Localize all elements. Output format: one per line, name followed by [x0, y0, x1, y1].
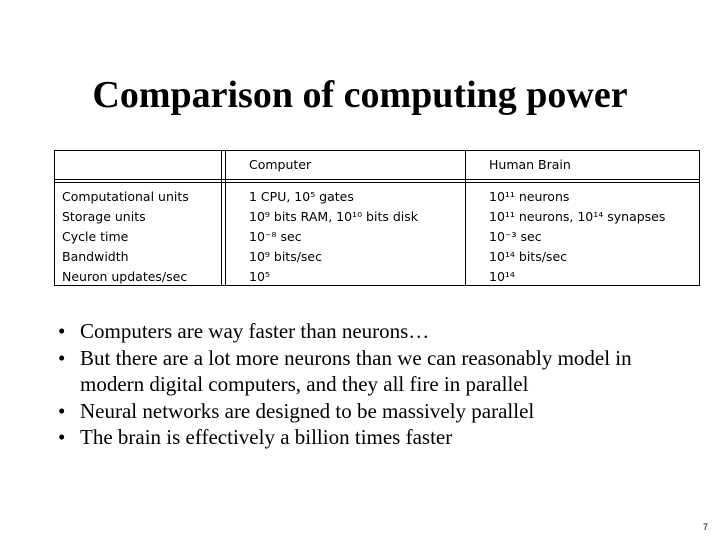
row-labels-column	[62, 187, 189, 287]
table-header-rule	[55, 179, 699, 180]
computer-column	[249, 187, 418, 287]
bullet-item: • Computers are way faster than neurons…	[58, 318, 658, 345]
table-divider	[465, 151, 466, 285]
brain-cell: 10⁻³ sec	[489, 229, 542, 244]
slide-title: Comparison of computing power	[92, 74, 628, 116]
table-divider	[225, 151, 226, 285]
bullet-item: • Neural networks are designed to be massively parallel	[58, 398, 658, 425]
row-label: Cycle time	[62, 229, 129, 244]
table-header-rule	[55, 182, 699, 183]
computer-cell: 1 CPU, 10⁵ gates	[249, 189, 354, 204]
computer-cell: 10⁻⁸ sec	[249, 229, 302, 244]
brain-cell: 10¹¹ neurons, 10¹⁴ synapses	[489, 209, 666, 224]
computer-cell: 10⁵	[249, 269, 270, 284]
page-number: 7	[702, 522, 708, 532]
brain-cell: 10¹⁴	[489, 269, 515, 284]
row-label: Storage units	[62, 209, 146, 224]
computer-cell: 10⁹ bits RAM, 10¹⁰ bits disk	[249, 209, 419, 224]
brain-cell: 10¹¹ neurons	[489, 189, 570, 204]
bullet-list	[58, 318, 658, 451]
computer-cell: 10⁹ bits/sec	[249, 249, 322, 264]
bullet-item: • But there are a lot more neurons than we can reasonably model in modern digital computers, and they all fire in parallel	[58, 345, 658, 398]
row-label: Bandwidth	[62, 249, 129, 264]
comparison-table	[54, 150, 700, 286]
table-divider	[221, 151, 222, 285]
brain-cell: 10¹⁴ bits/sec	[489, 249, 568, 264]
brain-column	[489, 187, 665, 287]
header-human-brain: Human Brain	[489, 157, 571, 172]
row-label: Computational units	[62, 189, 189, 204]
row-label: Neuron updates/sec	[62, 269, 188, 284]
bullet-item: • The brain is effectively a billion times faster	[58, 424, 658, 451]
header-computer: Computer	[249, 157, 312, 172]
